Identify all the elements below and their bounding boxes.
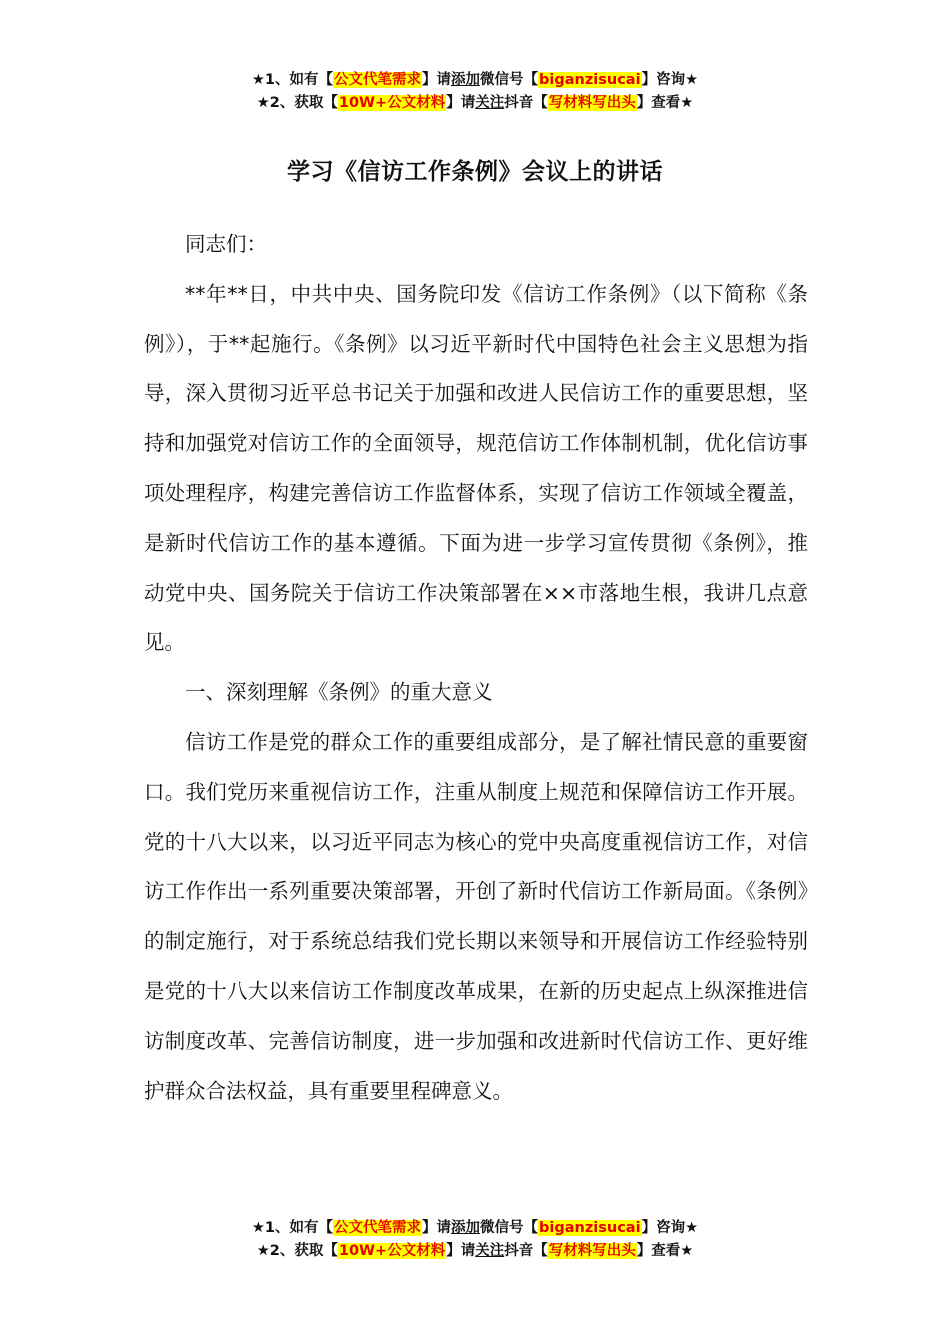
highlight-service: 公文代笔需求 [334,1220,422,1236]
underlined-follow: 关注 [475,95,505,111]
section-heading-1: 一、深刻理解《条例》的重大意义 [185,680,493,705]
footer-banner [0,1217,950,1263]
highlight-materials: 10W+公文材料 [338,1243,446,1259]
highlight-service: 公文代笔需求 [334,72,422,88]
document-body [144,220,808,1116]
highlight-materials: 10W+公文材料 [338,95,446,111]
underlined-add: 添加 [451,1220,481,1236]
highlight-douyin-id: 写材料写出头 [548,1243,636,1259]
document-title: 学习《信访工作条例》会议上的讲话 [287,159,663,185]
underlined-add: 添加 [451,72,481,88]
banner-line-1: ★1、如有【公文代笔需求】请添加微信号【biganzisucai】咨询★ [251,72,699,88]
highlight-wechat-id: biganzisucai [539,72,641,88]
header-banner [0,69,950,115]
underlined-follow: 关注 [475,1243,505,1259]
paragraph-significance: 信访工作是党的群众工作的重要组成部分，是了解社情民意的重要窗口。我们党历来重视信访工作，注重从制度上规范和保障信访工作开展。党的十八大以来，以习近平同志为核心的党中央高度重视信访工作，对信访工作作出一系列重要决策部署，开创了新时代信访工作新局面。《条例》的制定施行，对于系统总结我们党长期以来领导和开展信访工作经验特别是党的十八大以来信访工作制度改革成果，在新的历史起点上纵深推进信访制度改革、完善信访制度，进一步加强和改进新时代信访工作、更好维护群众合法权益，具有重要里程碑意义。 [144,729,808,1103]
banner-line-1: ★1、如有【公文代笔需求】请添加微信号【biganzisucai】咨询★ [251,1220,699,1236]
salutation: 同志们： [185,232,267,256]
banner-line-2: ★2、获取【10W+公文材料】请关注抖音【写材料写出头】查看★ [256,1243,694,1259]
banner-line-2: ★2、获取【10W+公文材料】请关注抖音【写材料写出头】查看★ [256,95,694,111]
highlight-wechat-id: biganzisucai [539,1220,641,1236]
paragraph-intro: **年**日，中共中央、国务院印发《信访工作条例》（以下简称《条例》），于**起施行。《条例》以习近平新时代中国特色社会主义思想为指导，深入贯彻习近平总书记关于加强和改进人民信访工作的重要思想，坚持和加强党对信访工作的全面领导，规范信访工作体制机制，优化信访事项处理程序，构建完善信访工作监督体系，实现了信访工作领域全覆盖，是新时代信访工作的基本遵循。下面为进一步学习宣传贯彻《条例》，推动党中央、国务院关于信访工作决策部署在××市落地生根，我讲几点意见。 [144,281,808,655]
highlight-douyin-id: 写材料写出头 [548,95,636,111]
